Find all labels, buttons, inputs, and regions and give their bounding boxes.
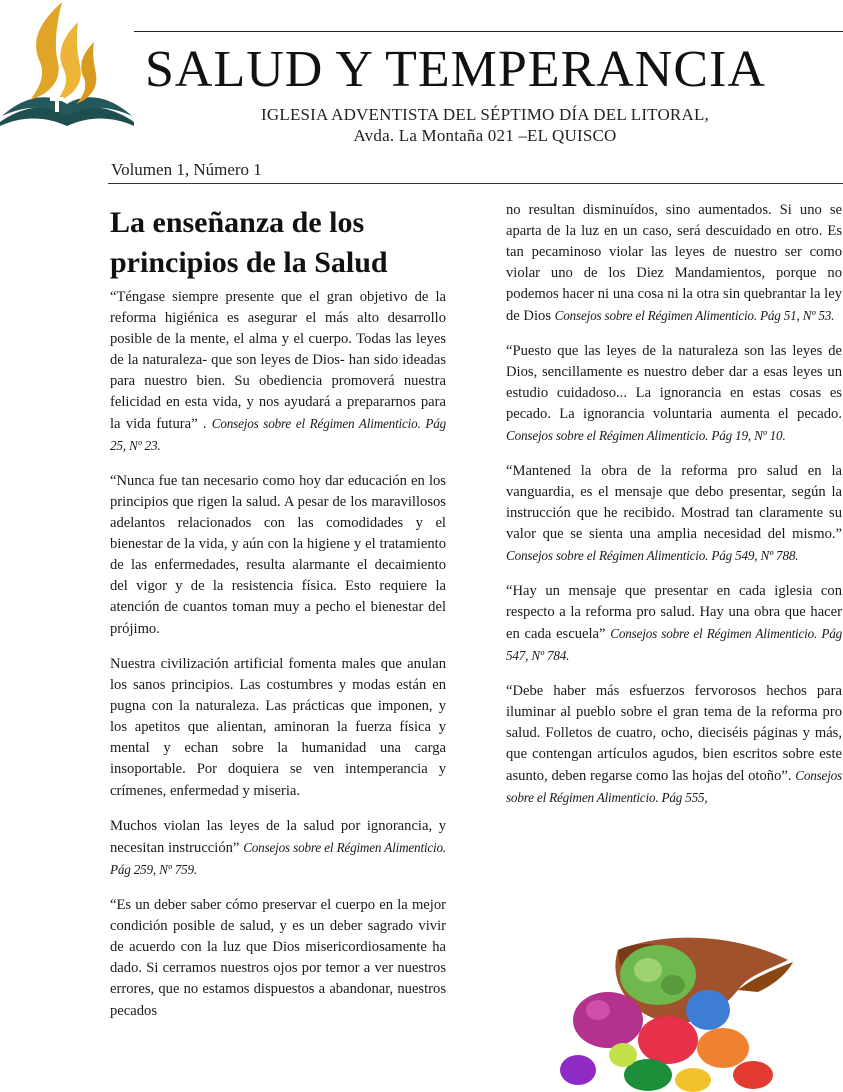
citation: Consejos sobre el Régimen Alimenticio. Pág 547, Nº 784. bbox=[506, 626, 842, 663]
citation: Consejos sobre el Régimen Alimenticio. Pág 19, Nº 10. bbox=[506, 428, 786, 443]
article-paragraph bbox=[110, 816, 446, 881]
paragraph-text: “Téngase siempre presente que el gran objetivo de la reforma higiénica es asegurar el más alto desarrollo posible de la mente, el alma y el cuerpo. Todas las leyes de la naturaleza- que son leyes de Dios- han sido ideadas para nuestro bien. Su obediencia promoverá nuestra felicidad en esta vida, y nos ayudará a prepararnos para la vida futura” . bbox=[110, 289, 446, 432]
article-column-right bbox=[506, 200, 842, 823]
article-paragraph bbox=[506, 681, 842, 809]
article-paragraph bbox=[506, 461, 842, 567]
volume-number: Volumen 1, Número 1 bbox=[111, 160, 262, 179]
paragraph-text: no resultan disminuídos, sino aumentados. Si uno se aparta de la luz en un caso, será descuidado en otro. Es tan pecaminoso violar las leyes de nuestro ser como violar uno de los Diez Mandamientos, porque no podemos hacer ni una cosa ni la otra sin quebrantar la ley de Dios bbox=[506, 202, 842, 324]
cornucopia-fruit-illustration bbox=[548, 930, 796, 1092]
paragraph-text: “Hay un mensaje que presentar en cada iglesia con respecto a la reforma pro salud. Hay una obra que hacer en cada escuela” bbox=[506, 583, 842, 642]
citation: Consejos sobre el Régimen Alimenticio. Pág 25, Nº 23. bbox=[110, 416, 446, 453]
newsletter-title: SALUD Y TEMPERANCIA bbox=[145, 41, 766, 98]
article-paragraph bbox=[110, 895, 446, 1022]
volume-rule bbox=[108, 183, 843, 184]
paragraph-text: “Mantened la obra de la reforma pro salud en la vanguardia, es el mensaje que debo presentar, según la instrucción que he recibido. Mostrad tan claramente su valor que se sienta una amplia necesidad del mismo.” bbox=[506, 463, 842, 542]
apple-icon bbox=[638, 1016, 698, 1064]
paragraph-text: “Puesto que las leyes de la naturaleza son las leyes de Dios, sencillamente es nuestro deber dar a esas leyes un estudio cuidadoso... La ignorancia en estas cosas es pecado. La ignorancia voluntaria aumenta el pecado. bbox=[506, 343, 842, 422]
paragraph-text: “Nunca fue tan necesario como hoy dar educación en los principios que rigen la salud. A pesar de los maravillosos adelantos relacionados con las comodidades y el bienestar de la vida, y aún con la higiene y el tratamiento de las enfermedades, resulta alarmante el decaimiento del vigor y de la resistencia física. Esto requiere la atención de cuantos toman muy a pecho el bienestar del prójimo. bbox=[110, 473, 446, 637]
article-paragraph bbox=[506, 200, 842, 327]
article-paragraph bbox=[506, 581, 842, 667]
article-paragraph bbox=[506, 341, 842, 447]
article-headline: La enseñanza de los principios de la Salud bbox=[110, 206, 388, 279]
citation: Consejos sobre el Régimen Alimenticio. Pág 259, Nº 759. bbox=[110, 840, 446, 877]
article-paragraph bbox=[110, 287, 446, 457]
article-paragraph bbox=[110, 471, 446, 640]
citation: Consejos sobre el Régimen Alimenticio. Pág 555, bbox=[506, 768, 842, 805]
article-paragraph bbox=[110, 654, 446, 802]
citation: Consejos sobre el Régimen Alimenticio. Pág 549, Nº 788. bbox=[506, 548, 799, 563]
paragraph-text: Muchos violan las leyes de la salud por ignorancia, y necesitan instrucción” bbox=[110, 818, 446, 856]
church-address: Avda. La Montaña 021 –EL QUISCO bbox=[353, 126, 617, 145]
article-column-left bbox=[110, 203, 446, 1036]
church-name: IGLESIA ADVENTISTA DEL SÉPTIMO DÍA DEL LITORAL, bbox=[261, 105, 709, 124]
header-rule bbox=[134, 31, 843, 32]
paragraph-text: “Debe haber más esfuerzos fervorosos hechos para iluminar al pueblo sobre el gran tema de la reforma pro salud. Folletos de cuatro, ocho, dieciséis páginas y más, que contengan artículos agudos, bien escritos sobre este asunto, deben regarse como las hojas del otoño”. bbox=[506, 683, 842, 784]
paragraph-text: “Es un deber saber cómo preservar el cuerpo en la mejor condición posible de salud, y es un deber sagrado vivir de acuerdo con la luz que Dios misericordiosamente ha dado. Si cerramos nuestros ojos por temor a ver nuestros errores, que no estamos dispuestos a abandonar, nuestros pecados bbox=[110, 897, 446, 1019]
paragraph-text: Nuestra civilización artificial fomenta males que anulan los sanos principios. Las costumbres y modas están en pugna con la naturaleza. Las prácticas que imponen, y los apetitos que alientan, aminoran la fuerza física y mental y echan sobre la humanidad una carga insoportable. Por doquiera se ven intemperancia y crímenes, enfermedad y miseria. bbox=[110, 656, 446, 799]
church-info bbox=[160, 104, 810, 146]
citation: Consejos sobre el Régimen Alimenticio. Pág 51, Nº 53. bbox=[554, 308, 835, 323]
